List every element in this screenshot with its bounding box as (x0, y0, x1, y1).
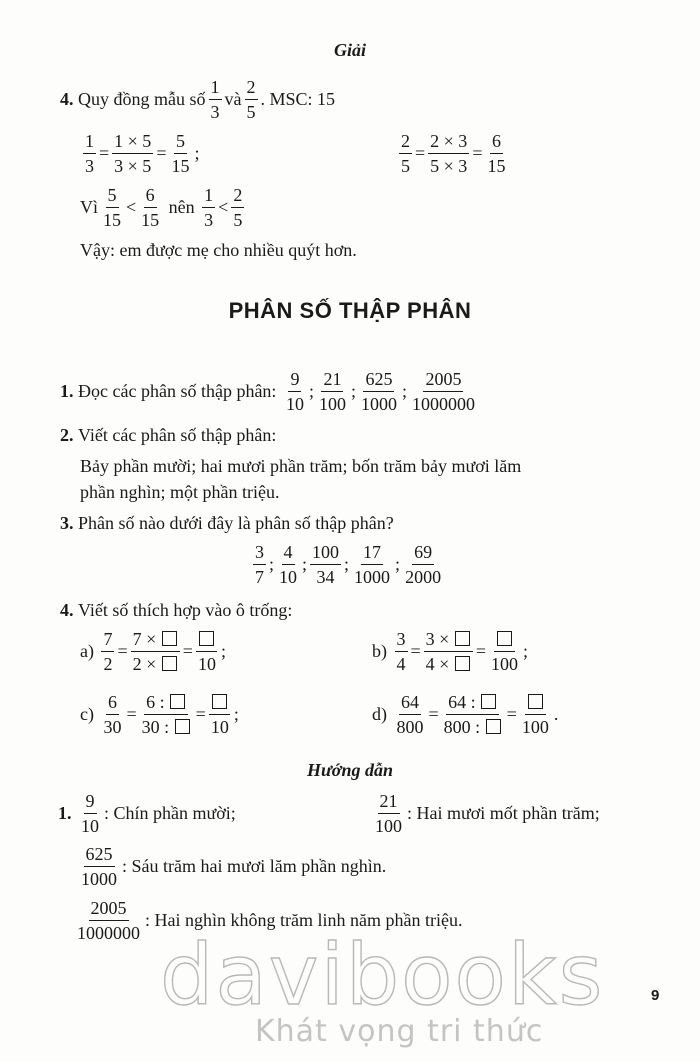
fraction: $\frac{1}{3}$ (210, 77, 220, 122)
blank-box[interactable] (481, 694, 496, 709)
watermark-brand: davibooks (160, 926, 605, 1024)
exercise-2-line2: phần nghìn; một phần triệu. (80, 482, 280, 502)
problem-4-line: 4. Quy đồng mẫu số $\frac{1}{3}$ và $\frac{2}{5}$ . MSC: 15 (60, 77, 336, 122)
exercise-4a: a) $\frac{7}{2}$ = $\frac{7 \times}{2 \times}$ = 10 ; (80, 629, 226, 674)
fraction: $\frac{2}{5}$ (246, 77, 256, 122)
exercise-3: 3. Phân số nào dưới đây là phân số thập phân? (60, 513, 394, 533)
blank-box[interactable] (497, 631, 512, 646)
comparison-line: Vì $\frac{5}{15}$ < $\frac{6}{15}$ nên $\frac{1}{3}$ < $\frac{2}{5}$ (80, 185, 243, 230)
exercise-1: 1. Đọc các phân số thập phân: $\frac{9}{10}$ ; $\frac{21}{100}$ ; $\frac{625}{1000}$ ; $\frac{2005}{1000000}$ (60, 369, 475, 414)
page-number: 9 (651, 987, 660, 1004)
exercise-2-line1: Bảy phần mười; hai mươi phần trăm; bốn trăm bảy mươi lăm (80, 456, 522, 476)
problem-number: 4. (60, 89, 74, 109)
exercise-4c: c) $\frac{6}{30}$ = $\frac{6 :}{30 :}$ = 10 ; (80, 692, 239, 737)
solution-heading: Giải (333, 40, 366, 60)
guide-1a: 1. $\frac{9}{10}$ : Chín phần mười; (58, 791, 236, 836)
blank-box[interactable] (486, 719, 501, 734)
blank-box[interactable] (162, 631, 177, 646)
exercise-3-fractions: $\frac{3}{7}$ ; $\frac{4}{10}$ ; $\frac{100}{34}$ ; $\frac{17}{1000}$ ; $\frac{69}{2000}$ (255, 542, 442, 587)
exercise-4b: b) $\frac{3}{4}$ = $\frac{3 \times}{4 \times}$ = 100 ; (372, 629, 528, 674)
exercise-4: 4. Viết số thích hợp vào ô trống: (60, 600, 293, 620)
blank-box[interactable] (455, 631, 470, 646)
conclusion: Vậy: em được mẹ cho nhiều quýt hơn. (80, 240, 357, 260)
blank-box[interactable] (175, 719, 190, 734)
section-title: PHÂN SỐ THẬP PHÂN (228, 298, 472, 323)
exercise-2: 2. Viết các phân số thập phân: (60, 425, 277, 445)
guide-heading: Hướng dẫn (307, 760, 393, 780)
blank-box[interactable] (455, 656, 470, 671)
guide-1d: $\frac{2005}{1000000}$ : Hai nghìn không trăm linh năm phần triệu. (77, 898, 463, 943)
watermark-slogan: Khát vọng tri thức (255, 1014, 544, 1049)
blank-box[interactable] (199, 631, 214, 646)
conversion-1-3: $\frac{1}{3}$ = $\frac{1 \times 5}{3 \times 5}$ = $\frac{5}{15}$ ; (85, 131, 200, 176)
blank-box[interactable] (528, 694, 543, 709)
blank-box[interactable] (212, 694, 227, 709)
blank-box[interactable] (170, 694, 185, 709)
guide-1c: $\frac{625}{1000}$ : Sáu trăm hai mươi lăm phần nghìn. (81, 844, 387, 889)
blank-box[interactable] (162, 656, 177, 671)
exercise-4d: d) $\frac{64}{800}$ = $\frac{64 :}{800 :}$ = 100 . (372, 692, 559, 737)
guide-1b: $\frac{21}{100}$ : Hai mươi mốt phần trăm; (375, 791, 600, 836)
conversion-2-5: $\frac{2}{5}$ = $\frac{2 \times 3}{5 \times 3}$ = $\frac{6}{15}$ (401, 131, 506, 176)
